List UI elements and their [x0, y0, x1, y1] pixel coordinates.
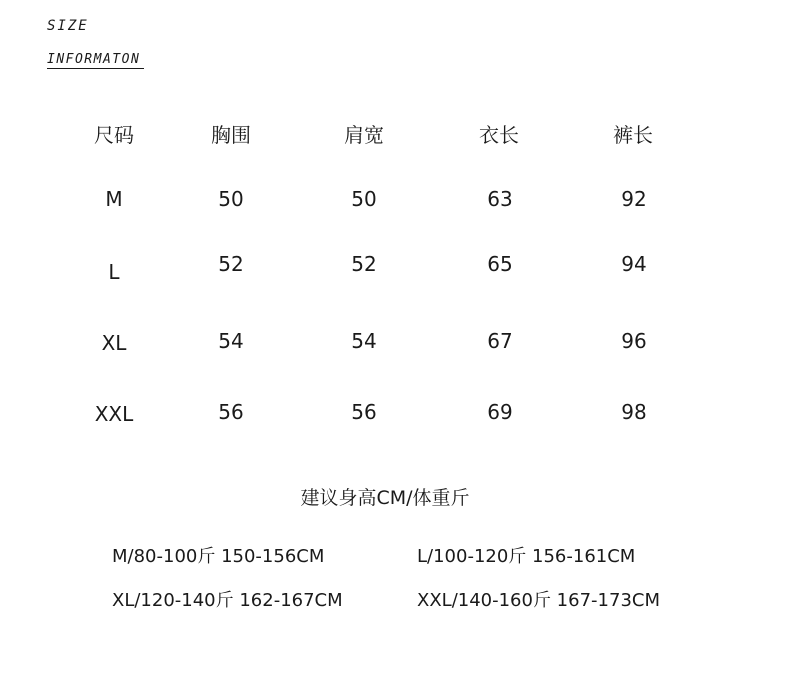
column-header-top-length: 衣长	[479, 123, 519, 147]
recommendation-item: XL/120-140斤 162-167CM	[112, 590, 343, 611]
table-cell-size: M	[105, 187, 123, 211]
table-cell-chest: 50	[218, 187, 244, 211]
table-cell-pants-length: 92	[621, 187, 647, 211]
column-header-chest: 胸围	[211, 123, 251, 147]
table-cell-top-length: 67	[487, 329, 513, 353]
table-cell-shoulder: 56	[351, 400, 377, 424]
table-cell-shoulder: 54	[351, 329, 377, 353]
table-cell-chest: 56	[218, 400, 244, 424]
recommendation-item: L/100-120斤 156-161CM	[417, 546, 636, 567]
table-cell-top-length: 63	[487, 187, 513, 211]
table-cell-top-length: 65	[487, 252, 513, 276]
table-cell-size: XL	[101, 331, 127, 355]
recommendation-item: XXL/140-160斤 167-173CM	[417, 590, 660, 611]
table-cell-chest: 54	[218, 329, 244, 353]
table-cell-size: L	[108, 260, 120, 284]
size-heading: SIZE	[47, 18, 89, 34]
table-cell-pants-length: 96	[621, 329, 647, 353]
table-cell-pants-length: 98	[621, 400, 647, 424]
table-cell-pants-length: 94	[621, 252, 647, 276]
column-header-size: 尺码	[94, 123, 134, 147]
recommendation-title: 建议身高CM/体重斤	[300, 487, 470, 509]
column-header-shoulder: 肩宽	[344, 123, 384, 147]
information-heading: INFORMATON	[47, 52, 144, 69]
table-cell-top-length: 69	[487, 400, 513, 424]
column-header-pants-length: 裤长	[613, 123, 653, 147]
table-cell-shoulder: 52	[351, 252, 377, 276]
table-cell-chest: 52	[218, 252, 244, 276]
table-cell-size: XXL	[94, 402, 134, 426]
table-cell-shoulder: 50	[351, 187, 377, 211]
recommendation-item: M/80-100斤 150-156CM	[112, 546, 325, 567]
